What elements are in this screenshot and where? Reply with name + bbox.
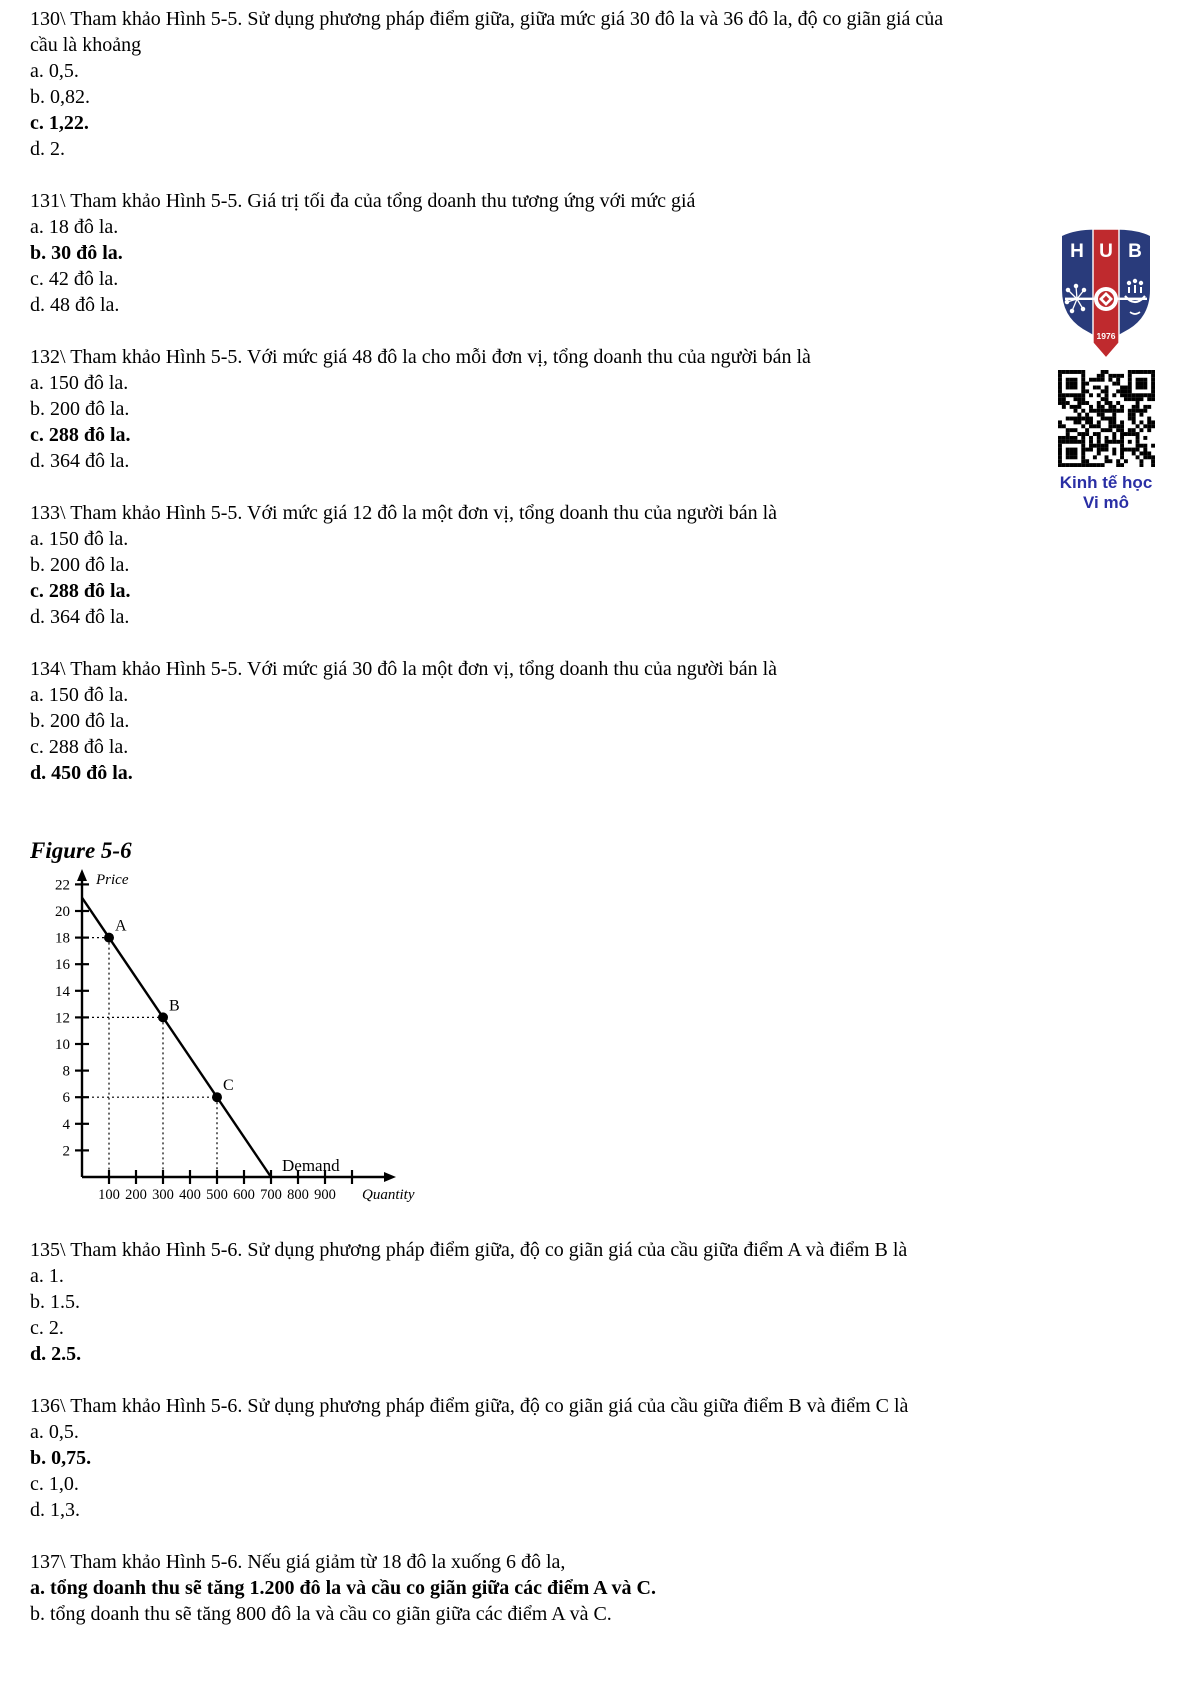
y-axis-arrow [77, 869, 87, 881]
logo-letter-h: H [1070, 241, 1084, 262]
answer-option: b. tổng doanh thu sẽ tăng 800 đô la và cầu co giãn giữa các điểm A và C. [30, 1603, 612, 1625]
answer-option: a. 1. [30, 1265, 64, 1287]
branding-sidebar [1053, 224, 1159, 513]
y-tick-label: 18 [55, 930, 70, 947]
y-tick-label: 14 [55, 983, 70, 1000]
answer-option: a. 0,5. [30, 60, 79, 82]
answer-option: a. 0,5. [30, 1421, 79, 1443]
y-tick-label: 6 [62, 1090, 70, 1107]
demand-curve-chart [40, 868, 470, 1213]
x-tick-label: 700 [260, 1187, 282, 1203]
answer-option: a. 150 đô la. [30, 684, 129, 706]
answer-option: d. 364 đô la. [30, 606, 130, 628]
data-point-B [158, 1012, 168, 1022]
x-tick-label: 500 [206, 1187, 228, 1203]
y-tick-label: 8 [62, 1063, 70, 1080]
answer-option-correct: d. 450 đô la. [30, 762, 133, 784]
answer-option: b. 200 đô la. [30, 710, 130, 732]
answer-option: c. 288 đô la. [30, 736, 129, 758]
y-axis-title: Price [96, 872, 129, 888]
hub-logo [1060, 224, 1152, 364]
question-block [30, 1393, 1105, 1523]
point-label: A [115, 917, 127, 935]
x-tick-label: 400 [179, 1187, 201, 1203]
question-block [30, 1237, 1105, 1367]
qr-caption-line2: Vi mô [1083, 493, 1129, 512]
y-tick-label: 16 [55, 957, 70, 974]
question-stem: 134\ Tham khảo Hình 5-5. Với mức giá 30 đô la một đơn vị, tổng doanh thu của người bán là [30, 658, 778, 680]
document-content [30, 6, 1105, 1653]
x-tick-label: 300 [152, 1187, 174, 1203]
answer-option: d. 48 đô la. [30, 294, 120, 316]
figure-5-6 [30, 836, 1105, 1213]
point-label: B [169, 997, 180, 1015]
answer-option: d. 1,3. [30, 1499, 80, 1521]
answer-option-correct: c. 288 đô la. [30, 424, 131, 446]
demand-label: Demand [282, 1156, 340, 1175]
answer-option: d. 364 đô la. [30, 450, 130, 472]
y-tick-label: 12 [55, 1010, 70, 1027]
answer-option: a. 150 đô la. [30, 372, 129, 394]
coin-icon [1094, 287, 1118, 311]
x-axis-title: Quantity [362, 1187, 415, 1203]
answer-option-correct: b. 30 đô la. [30, 242, 123, 264]
question-stem: 133\ Tham khảo Hình 5-5. Với mức giá 12 đô la một đơn vị, tổng doanh thu của người bán là [30, 502, 778, 524]
question-block [30, 344, 1105, 474]
y-tick-label: 2 [62, 1143, 70, 1160]
y-tick-label: 4 [62, 1116, 70, 1133]
point-label: C [223, 1077, 234, 1095]
answer-option-correct: b. 0,75. [30, 1447, 92, 1469]
data-point-A [104, 933, 114, 943]
answer-option-correct: d. 2.5. [30, 1343, 82, 1365]
x-tick-label: 200 [125, 1187, 147, 1203]
question-stem: 136\ Tham khảo Hình 5-6. Sử dụng phương pháp điểm giữa, độ co giãn giá của cầu giữa điểm B và điểm C là [30, 1395, 909, 1417]
y-tick-label: 20 [55, 904, 70, 920]
answer-option-correct: c. 288 đô la. [30, 580, 131, 602]
y-tick-label: 10 [55, 1037, 70, 1053]
answer-option: b. 200 đô la. [30, 398, 130, 420]
qr-code [1058, 370, 1155, 467]
figure-title: Figure 5-6 [30, 838, 132, 863]
logo-letter-u: U [1099, 241, 1113, 262]
question-list-bottom [30, 1237, 1105, 1627]
answer-option: c. 1,0. [30, 1473, 79, 1495]
x-axis-arrow [384, 1172, 396, 1182]
question-block [30, 656, 1105, 786]
answer-option-correct: a. tổng doanh thu sẽ tăng 1.200 đô la và cầu co giãn giữa các điểm A và C. [30, 1577, 656, 1599]
qr-caption-line1: Kinh tế học [1059, 473, 1153, 492]
question-block [30, 500, 1105, 630]
question-stem: 131\ Tham khảo Hình 5-5. Giá trị tối đa của tổng doanh thu tương ứng với mức giá [30, 190, 696, 212]
question-stem: 135\ Tham khảo Hình 5-6. Sử dụng phương pháp điểm giữa, độ co giãn giá của cầu giữa điểm A và điểm B là [30, 1239, 908, 1261]
logo-year: 1976 [1096, 331, 1116, 341]
question-stem: 130\ Tham khảo Hình 5-5. Sử dụng phương pháp điểm giữa, giữa mức giá 30 đô la và 36 đô la, độ co giãn giá của [30, 8, 944, 30]
answer-option: c. 2. [30, 1317, 64, 1339]
answer-option-correct: c. 1,22. [30, 112, 89, 134]
answer-option: c. 42 đô la. [30, 268, 119, 290]
question-block [30, 188, 1105, 318]
x-tick-label: 800 [287, 1187, 309, 1203]
answer-option: a. 150 đô la. [30, 528, 129, 550]
question-block [30, 1549, 1105, 1627]
x-tick-label: 900 [314, 1187, 336, 1203]
question-list-top [30, 6, 1105, 786]
answer-option: a. 18 đô la. [30, 216, 119, 238]
answer-option: b. 1.5. [30, 1291, 80, 1313]
question-stem: 137\ Tham khảo Hình 5-6. Nếu giá giảm từ 18 đô la xuống 6 đô la, [30, 1551, 566, 1573]
y-tick-label: 22 [55, 877, 70, 894]
x-tick-label: 100 [98, 1187, 120, 1203]
data-point-C [212, 1092, 222, 1102]
question-block [30, 6, 1105, 162]
question-stem: 132\ Tham khảo Hình 5-5. Với mức giá 48 đô la cho mỗi đơn vị, tổng doanh thu của người bán là [30, 346, 811, 368]
answer-option: b. 200 đô la. [30, 554, 130, 576]
answer-option: d. 2. [30, 138, 65, 160]
x-tick-label: 600 [233, 1187, 255, 1203]
answer-option: b. 0,82. [30, 86, 90, 108]
logo-letter-b: B [1128, 241, 1142, 262]
question-stem-line2: cầu là khoảng [30, 34, 142, 56]
